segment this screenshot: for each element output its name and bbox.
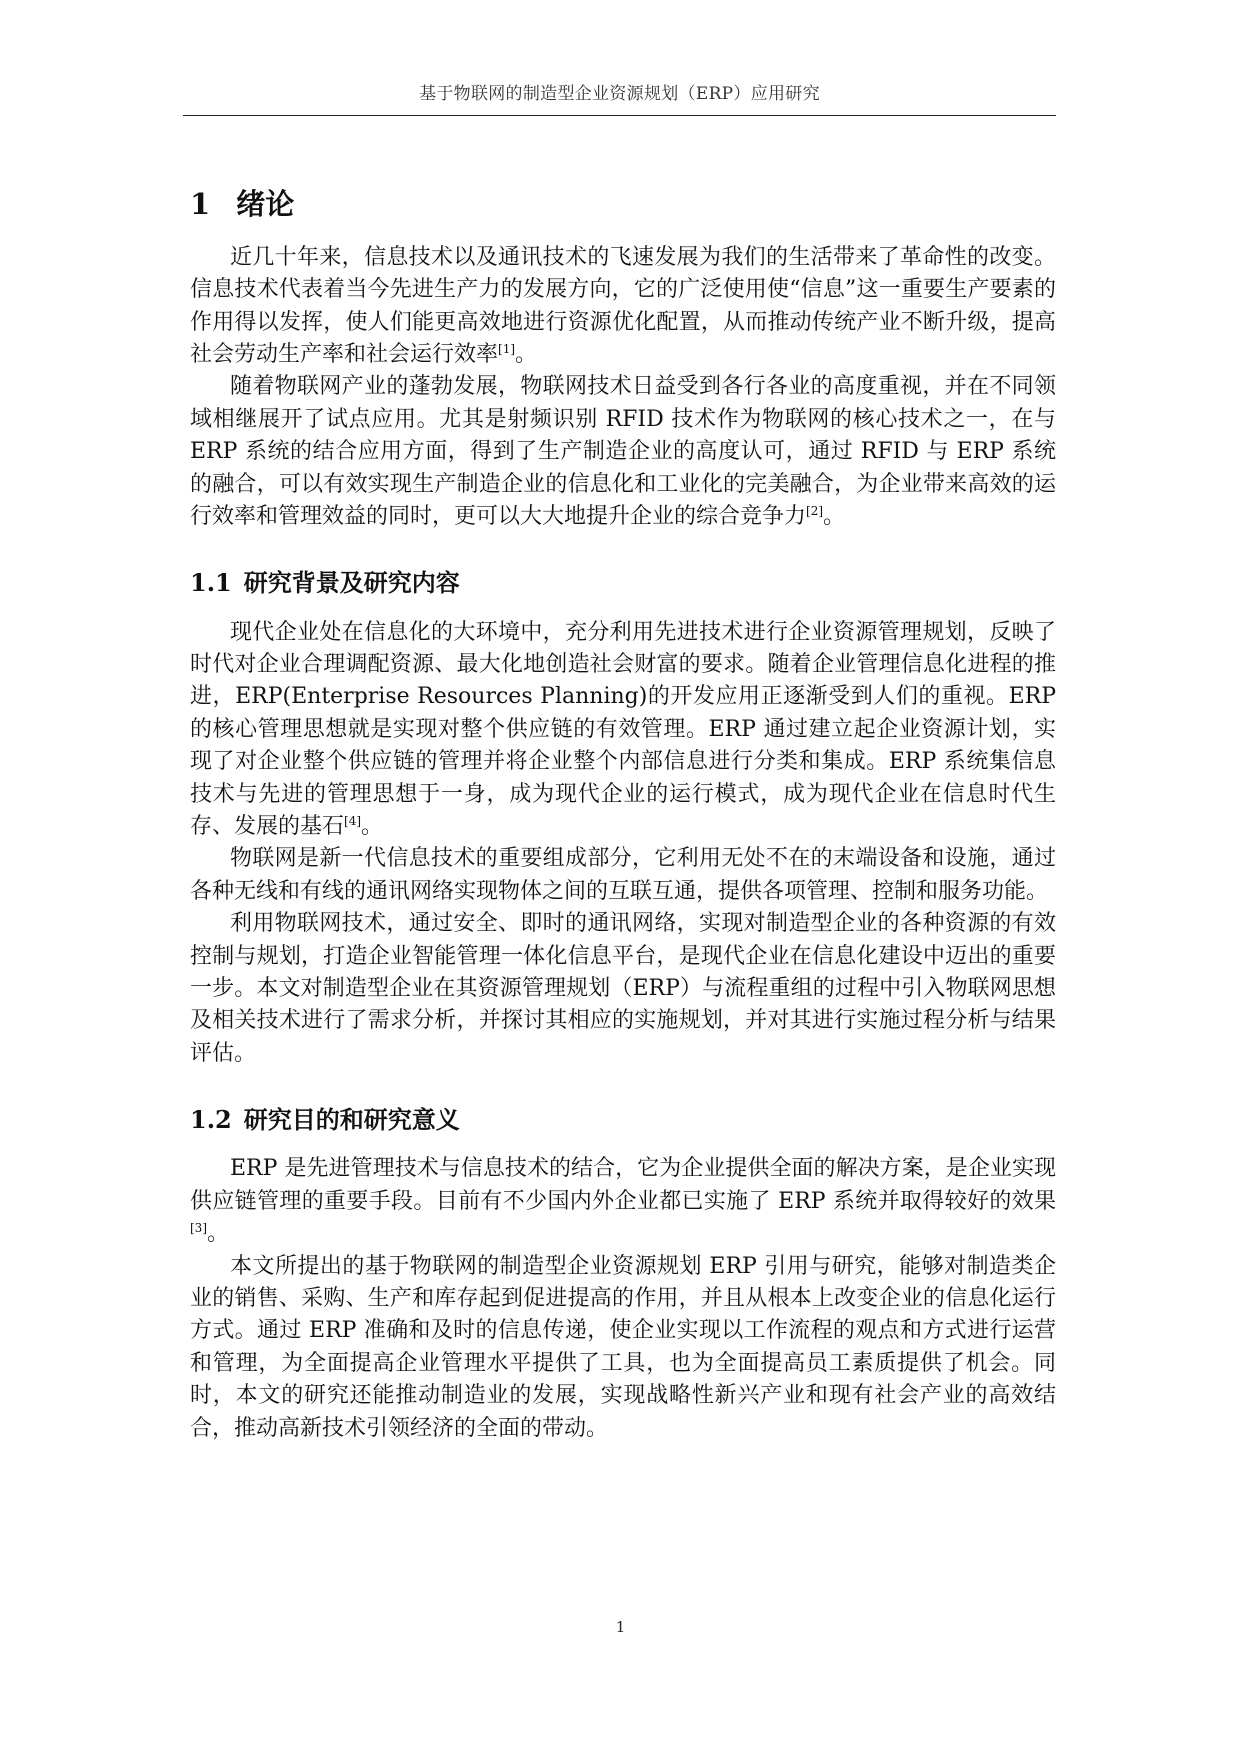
paragraph-end: 。 bbox=[361, 813, 384, 839]
paragraph-text: 利用物联网技术，通过安全、即时的通讯网络，实现对制造型企业的各种资源的有效控制与规划，打造企业智能管理一体化信息平台，是现代企业在信息化建设中迈出的重要一步。本文对制造型企业在其资源管理规划（ERP）与流程重组的过程中引入物联网思想及相关技术进行了需求分析，并探讨其相应的实施规划，并对其进行实施过程分析与结果评估。 bbox=[190, 911, 1056, 1066]
paragraph-end: 。 bbox=[515, 341, 538, 367]
section-title: 研究背景及研究内容 bbox=[243, 568, 460, 598]
citation: [2] bbox=[806, 503, 824, 518]
chapter-number: 1 bbox=[190, 187, 211, 221]
section-title: 研究目的和研究意义 bbox=[243, 1105, 460, 1135]
paragraph-text: 现代企业处在信息化的大环境中，充分利用先进技术进行企业资源管理规划，反映了时代对企业合理调配资源、最大化地创造社会财富的要求。随着企业管理信息化进程的推进，ERP(Enterprise Resources Planning)的开发应用正逐渐受到人们的重视。ERP 的核心管理思想就是实现对整个供应链的有效管理。ERP 通过建立起企业资源计划，实现了对企业整个供应链的管理并将企业整个内部信息进行分类和集成。ERP 系统集信息技术与先进的管理思想于一身，成为现代企业的运行模式，成为现代企业在信息时代生存、发展的基石 bbox=[190, 619, 1056, 839]
paragraph bbox=[190, 843, 1056, 908]
paragraph bbox=[190, 371, 1056, 533]
running-header: 基于物联网的制造型企业资源规划（ERP）应用研究 bbox=[419, 84, 820, 104]
section-heading bbox=[190, 567, 1056, 598]
citation: [4] bbox=[344, 813, 362, 828]
paragraph bbox=[190, 908, 1056, 1070]
citation: [1] bbox=[498, 341, 516, 356]
section-number: 1.2 bbox=[190, 1105, 232, 1135]
chapter-title: 绪论 bbox=[236, 187, 295, 221]
paragraph-end: 。 bbox=[823, 503, 846, 529]
paragraph bbox=[190, 242, 1056, 372]
paragraph bbox=[190, 617, 1056, 844]
paragraph bbox=[190, 1153, 1056, 1250]
chapter-heading bbox=[190, 186, 1056, 224]
paragraph-text: 近几十年来，信息技术以及通讯技术的飞速发展为我们的生活带来了革命性的改变。信息技术代表着当今先进生产力的发展方向，它的广泛使用使“信息”这一重要生产要素的作用得以发挥，使人们能更高效地进行资源优化配置，从而推动传统产业不断升级，提高社会劳动生产率和社会运行效率 bbox=[190, 244, 1056, 367]
paragraph-end: 。 bbox=[207, 1221, 230, 1247]
citation: [3] bbox=[190, 1221, 207, 1236]
header-rule bbox=[183, 115, 1056, 116]
page-number: 1 bbox=[615, 1618, 626, 1636]
paragraph bbox=[190, 1251, 1056, 1445]
paragraph-text: 随着物联网产业的蓬勃发展，物联网技术日益受到各行各业的高度重视，并在不同领域相继展开了试点应用。尤其是射频识别 RFID 技术作为物联网的核心技术之一，在与 ERP 系统的结合应用方面，得到了生产制造企业的高度认可，通过 RFID 与 ERP 系统的融合，可以有效实现生产制造企业的信息化和工业化的完美融合，为企业带来高效的运行效率和管理效益的同时，更可以大大地提升企业的综合竞争力 bbox=[190, 374, 1056, 529]
paragraph-text: 物联网是新一代信息技术的重要组成部分，它利用无处不在的末端设备和设施，通过各种无线和有线的通讯网络实现物体之间的互联互通，提供各项管理、控制和服务功能。 bbox=[190, 846, 1056, 904]
section-heading bbox=[190, 1104, 1056, 1135]
paragraph-text: 本文所提出的基于物联网的制造型企业资源规划 ERP 引用与研究，能够对制造类企业的销售、采购、生产和库存起到促进提高的作用，并且从根本上改变企业的信息化运行方式。通过 ERP 准确和及时的信息传递，使企业实现以工作流程的观点和方式进行运营和管理，为全面提高企业管理水平提供了工具，也为全面提高员工素质提供了机会。同时，本文的研究还能推动制造业的发展，实现战略性新兴产业和现有社会产业的高效结合，推动高新技术引领经济的全面的带动。 bbox=[190, 1253, 1056, 1441]
section-number: 1.1 bbox=[190, 568, 232, 598]
document-body bbox=[190, 186, 1056, 1445]
paragraph-text: ERP 是先进管理技术与信息技术的结合，它为企业提供全面的解决方案，是企业实现供应链管理的重要手段。目前有不少国内外企业都已实施了 ERP 系统并取得较好的效果 bbox=[190, 1156, 1056, 1214]
